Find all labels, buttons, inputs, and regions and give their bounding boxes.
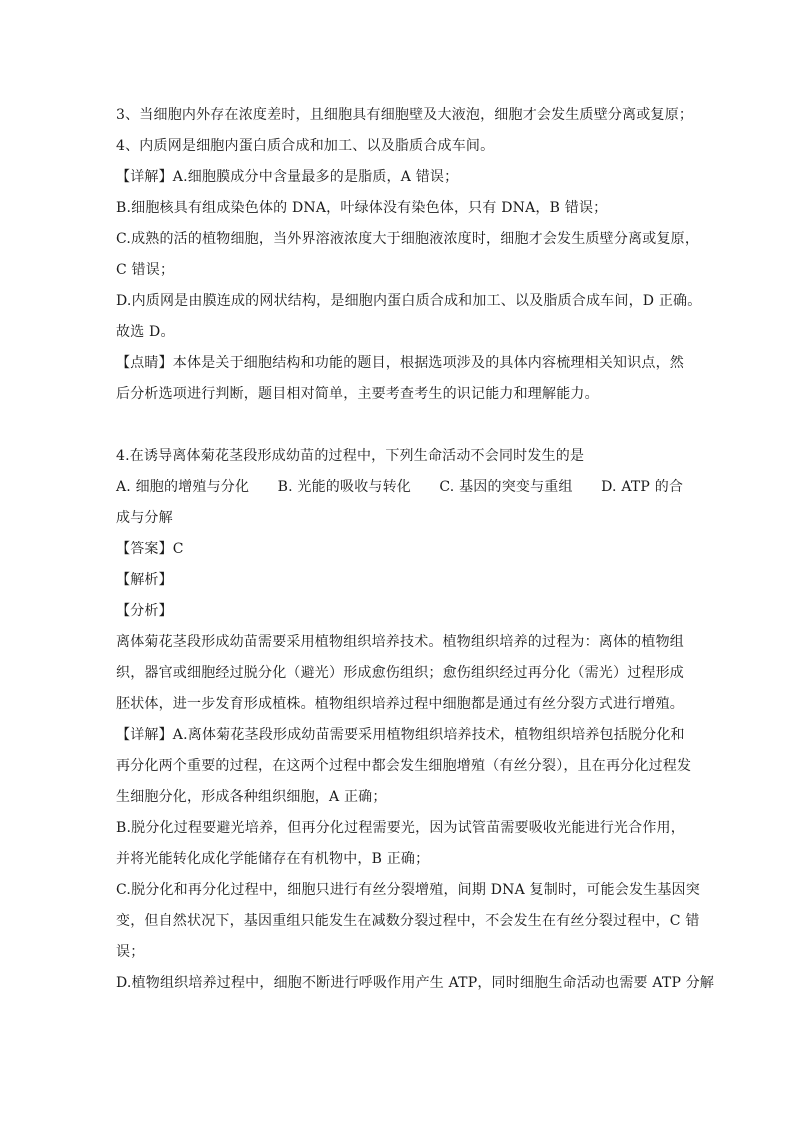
text-line: 4、内质网是细胞内蛋白质合成和加工、以及脂质合成车间。: [116, 138, 495, 154]
text-line: 故选 D。: [116, 324, 175, 340]
text-line: D.植物组织培养过程中，细胞不断进行呼吸作用产生 ATP，同时细胞生命活动也需要 ATP 分解: [116, 975, 715, 991]
text-line: C.成熟的活的植物细胞，当外界溶液浓度大于细胞液浓度时，细胞才会发生质壁分离或复原，: [116, 231, 700, 247]
text-line: B.细胞核具有组成染色体的 DNA，叶绿体没有染色体，只有 DNA，B 错误；: [116, 200, 608, 216]
text-line: B.脱分化过程要避光培养，但再分化过程需要光，因为试管苗需要吸收光能进行光合作用，: [116, 820, 685, 836]
text-line: 并将光能转化成化学能储存在有机物中，B 正确；: [116, 851, 430, 867]
text-line: 变，但自然状况下，基因重组只能发生在减数分裂过程中，不会发生在有丝分裂过程中，C 错: [116, 913, 700, 929]
text-line: 胚状体，进一步发育形成植株。植物组织培养过程中细胞都是通过有丝分裂方式进行增殖。: [116, 696, 684, 712]
question-stem: 4.在诱导离体菊花茎段形成幼苗的过程中，下列生命活动不会同时发生的是: [116, 448, 585, 464]
document-body: [116, 100, 715, 999]
text-line: C 错误；: [116, 262, 175, 278]
text-line: 3、当细胞内外存在浓度差时，且细胞具有细胞壁及大液泡，细胞才会发生质壁分离或复原；: [116, 107, 694, 123]
text-line: 【详解】A.离体菊花茎段形成幼苗需要采用植物组织培养技术，植物组织培养包括脱分化和: [116, 727, 685, 743]
text-line: 误；: [116, 944, 145, 960]
answer-options: A. 细胞的增殖与分化 B. 光能的吸收与转化 C. 基因的突变与重组 D. ATP 的合: [116, 479, 684, 495]
text-line: 生细胞分化，形成各种组织细胞，A 正确；: [116, 789, 387, 805]
text-line: 织，器官或细胞经过脱分化（避光）形成愈伤组织；愈伤组织经过再分化（需光）过程形成: [116, 665, 684, 681]
text-line: D.内质网是由膜连成的网状结构，是细胞内蛋白质合成和加工、以及脂质合成车间，D 正确。: [116, 293, 702, 309]
blank-line: [116, 410, 684, 441]
text-line: 再分化两个重要的过程，在这两个过程中都会发生细胞增殖（有丝分裂），且在再分化过程发: [116, 758, 692, 774]
section-heading-analysis: 【解析】: [116, 572, 173, 588]
text-line: 【点睛】本体是关于细胞结构和功能的题目，根据选项涉及的具体内容梳理相关知识点，然: [116, 355, 684, 371]
section-heading-breakdown: 【分析】: [116, 603, 173, 619]
text-line: C.脱分化和再分化过程中，细胞只进行有丝分裂增殖，间期 DNA 复制时，可能会发生基因突: [116, 882, 700, 898]
answer-options-continued: 成与分解: [116, 510, 173, 526]
text-line: 离体菊花茎段形成幼苗需要采用植物组织培养技术。植物组织培养的过程为：离体的植物组: [116, 634, 684, 650]
text-line: 【详解】A.细胞膜成分中含量最多的是脂质，A 错误；: [116, 169, 459, 185]
text-line: 后分析选项进行判断，题目相对简单，主要考查考生的识记能力和理解能力。: [116, 386, 599, 402]
answer-key: 【答案】C: [116, 541, 184, 557]
